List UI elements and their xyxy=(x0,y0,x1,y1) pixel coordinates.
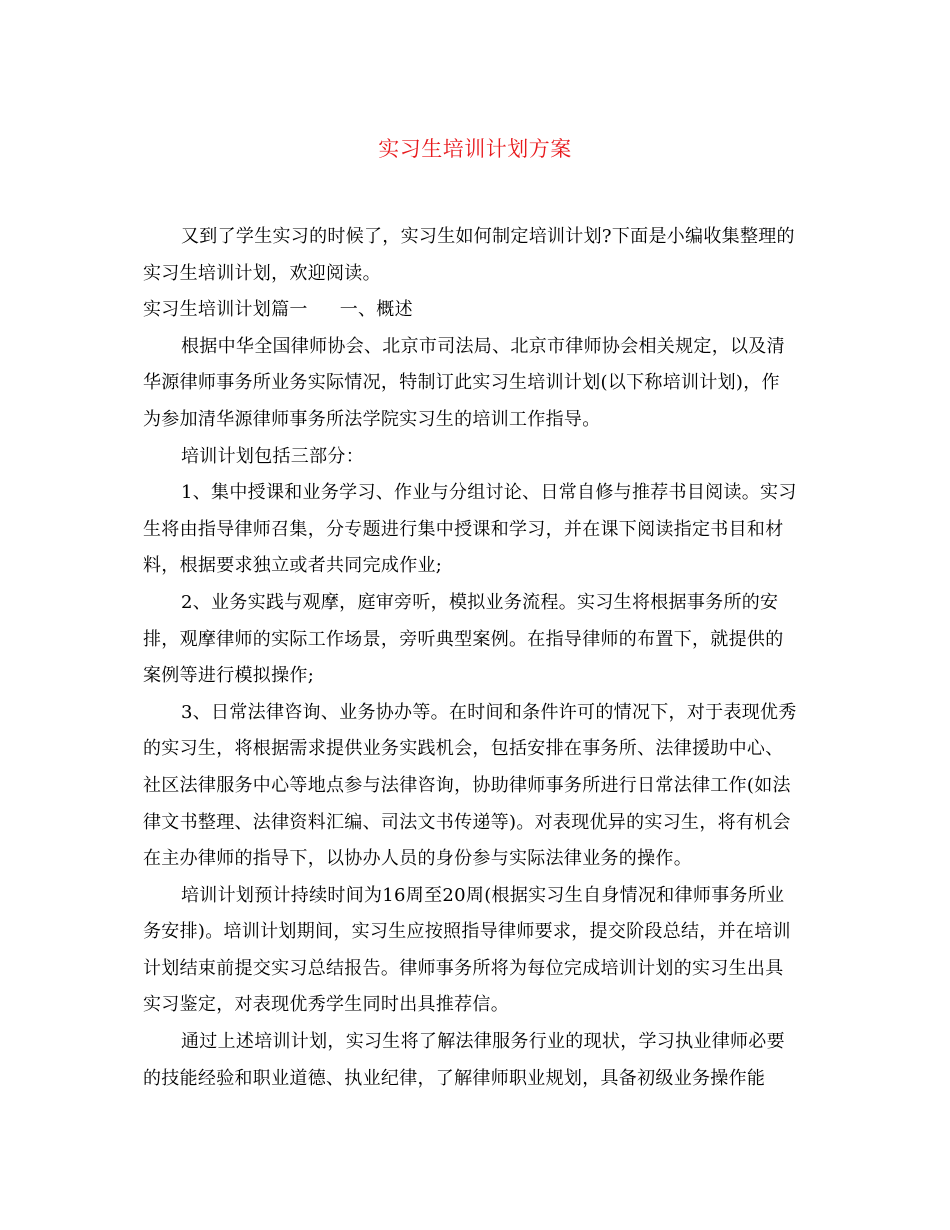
text-line: 实习生培训计划，欢迎阅读。 xyxy=(143,262,381,284)
document-title: 实习生培训计划方案 xyxy=(378,137,572,161)
text-line: 排，观摩律师的实际工作场景，旁听典型案例。在指导律师的布置下，就提供的 xyxy=(143,628,784,650)
text-line: 华源律师事务所业务实际情况，特制订此实习生培训计划(以下称培训计划)，作 xyxy=(143,372,780,394)
text-line: 培训计划包括三部分： xyxy=(181,445,364,467)
text-line: 计划结束前提交实习总结报告。律师事务所将为每位完成培训计划的实习生出具 xyxy=(143,957,784,979)
text-line: 务安排)。培训计划期间，实习生应按照指导律师要求，提交阶段总结，并在培训 xyxy=(143,921,791,943)
text-line: 生将由指导律师召集，分专题进行集中授课和学习，并在课下阅读指定书目和材 xyxy=(143,518,784,540)
text-line: 社区法律服务中心等地点参与法律咨询，协助律师事务所进行日常法律工作(如法 xyxy=(143,774,791,796)
section-heading: 实习生培训计划篇一 xyxy=(143,299,308,321)
text-line: 案例等进行模拟操作; xyxy=(143,665,315,687)
text-line: 在主办律师的指导下，以协办人员的身份参与实际法律业务的操作。 xyxy=(143,848,692,870)
section-subheading: 一、概述 xyxy=(339,299,413,321)
document-body xyxy=(143,219,808,1097)
text-line: 实习鉴定，对表现优秀学生同时出具推荐信。 xyxy=(143,994,509,1016)
text-line: 为参加清华源律师事务所法学院实习生的培训工作指导。 xyxy=(143,408,601,430)
text-line: 1、集中授课和业务学习、作业与分组讨论、日常自修与推荐书目阅读。实习 xyxy=(181,482,797,504)
text-line: 根据中华全国律师协会、北京市司法局、北京市律师协会相关规定，以及清 xyxy=(181,335,785,357)
text-line: 2、业务实践与观摩，庭审旁听，模拟业务流程。实习生将根据事务所的安 xyxy=(181,591,779,613)
text-line: 的技能经验和职业道德、执业纪律，了解律师职业规划，具备初级业务操作能 xyxy=(143,1067,766,1089)
text-line: 培训计划预计持续时间为16周至20周(根据实习生自身情况和律师事务所业 xyxy=(181,884,785,906)
text-line: 3、日常法律咨询、业务协办等。在时间和条件许可的情况下，对于表现优秀 xyxy=(181,701,797,723)
section-heading-line xyxy=(143,292,808,329)
text-line: 又到了学生实习的时候了，实习生如何制定培训计划?下面是小编收集整理的 xyxy=(181,226,795,247)
text-line: 通过上述培训计划，实习生将了解法律服务行业的现状，学习执业律师必要 xyxy=(181,1031,785,1053)
text-line: 律文书整理、法律资料汇编、司法文书传递等)。对表现优异的实习生，将有机会 xyxy=(143,811,791,833)
text-line: 的实习生，将根据需求提供业务实践机会，包括安排在事务所、法律援助中心、 xyxy=(143,738,784,760)
text-line: 料，根据要求独立或者共同完成作业; xyxy=(143,555,443,577)
